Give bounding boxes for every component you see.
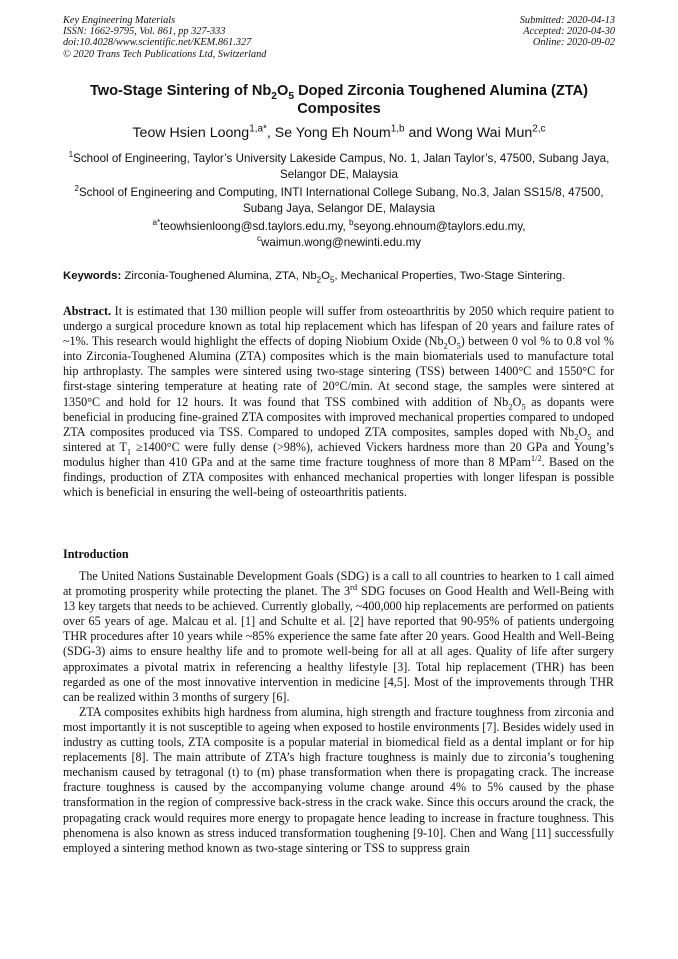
author-3: Wong Wai Mun (436, 125, 533, 141)
keywords: Keywords: Zirconia-Toughened Alumina, ZTA, $Nb_2O_5$, Mechanical Properties, Two-Stage Sintering. (63, 270, 566, 285)
author-list: Teow Hsien Loong$^{1,a*}$, Se Yong Eh Noum$^{1,b}$ and Wong Wai Mun$^{2,c}$ (132, 123, 546, 141)
submitted-date: Submitted: 2020-04-13 (519, 15, 615, 26)
section-heading-introduction: Introduction (63, 547, 129, 561)
accepted-date: Accepted: 2020-04-30 (523, 26, 615, 38)
issn-line: ISSN: 1662-9795, Vol. 861, pp 327-333 (63, 26, 226, 38)
intro-paragraph-2: ZTA composites exhibits high hardness from alumina, high strength and fracture toughness from zirconia and most importantly it is not susceptible to ageing when exposed to hostile environments [7]. Besides widely used in industry as cutting tools, ZTA composite is a popular material in biomedical field as a dental implant or for hip replacements [8]. The main attribute of ZTA’s high fracture toughness is mainly due to zirconia’s toughening mechanism caused by tetragonal (t) to (m) phase transformation when there is propagating crack. The increase fracture toughness is caused by the accompanying volume change around 4% to 5% caused by the phase transformation in the region of compressive back-stress in the crack wake. Since this occurs around the crack, the propagating crack would requires more energy to propagate hence leading to increase in fracture toughness. This phenomena is also known as stress induced transformation toughening [9-10]. Chen and Wang [11] successfully employed a sintering method known as two-stage sintering or TSS to suppress grain (63, 704, 614, 855)
author-2: Se Yong Eh Noum (274, 125, 391, 141)
author-1: Teow Hsien Loong (132, 125, 250, 141)
title-line-1: Two-Stage Sintering of $Nb_2O_5$ Doped Zirconia Toughened Alumina (ZTA) (89, 83, 589, 102)
abstract-paragraph: Abstract. It is estimated that 130 million people will suffer from osteoarthritis by 2050 which require patient to undergo a surgical procedure known as total hip replacement which has lifespan of 20 years and failure rates of ~1%. This research would highlight the effects of doping Niobium Oxide $(Nb_2O_5)$ between 0 vol % to 0.8 vol % into Zirconia-Toughened Alumina (ZTA) composites which is the main biomaterials used to manufacture total hip arthroplasty. The samples were sintered using two-stage sintering (TSS) between 1400°C and 1550°C for first-stage sintering temperature at heating rate of 20°C/min. At second stage, the samples were sintered at 1350°C and hold for 12 hours. It was found that TSS combined with addition of $Nb_2O_5$ as dopants were beneficial in producing fine-grained ZTA composites with improved mechanical properties compared to undoped ZTA composites produced via TSS. Compared to undoped ZTA composites, samples doped with $Nb_2O_5$ and sintered at $T_1 \ge 1400^\circ C$ were fully dense (>98%), achieved Vickers hardness more than 20 GPa and Young’s modulus higher than 410 GPa and at the same time fracture toughness of more than 8 MPam$^{1/2}$. Based on the findings, production of ZTA composites with enhanced mechanical properties with longer lifespan is possible which is beneficial in ensuring the well-being of osteoarthritis patients. (63, 304, 615, 500)
copyright-line: © 2020 Trans Tech Publications Ltd, Switzerland (63, 48, 267, 60)
doi-line[interactable]: doi:10.4028/www.scientific.net/KEM.861.327 (63, 37, 252, 49)
email-2[interactable]: seyong.ehnoum@taylors.edu.my, (353, 220, 526, 233)
title-line-2: Composites (297, 101, 381, 117)
introduction-section (63, 569, 614, 856)
journal-header-right (520, 15, 615, 49)
affiliation-1: $^1$School of Engineering, Taylor’s University Lakeside Campus, No. 1, Jalan Taylor’s, 47500, Subang Jaya, Selangor DE, Malaysia (68, 150, 610, 181)
email-1[interactable]: teowhsienloong@sd.taylors.edu.my, (160, 220, 349, 233)
affiliation-2: $^2$School of Engineering and Computing, INTI International College Subang, No.3, Jalan SS15/8, 47500, Subang Jaya, Selangor DE, Malaysia (74, 184, 604, 215)
author-emails: $^{a*}$teowhsienloong@sd.taylors.edu.my, $^b$seyong.ehnoum@taylors.edu.my, $^c$waimun.wong@newinti.edu.my (152, 218, 526, 249)
keywords-label: Keywords: (63, 270, 122, 282)
email-3[interactable]: waimun.wong@newinti.edu.my (261, 235, 422, 249)
abstract (63, 304, 614, 500)
journal-header-left (63, 15, 266, 60)
paper-title (40, 82, 638, 118)
online-date: Online: 2020-09-02 (532, 37, 615, 49)
journal-name: Key Engineering Materials (63, 15, 176, 26)
abstract-label: Abstract. (63, 304, 112, 318)
intro-paragraph-1: The United Nations Sustainable Development Goals (SDG) is a call to all countries to hearken to 1 call aimed at promoting prosperity while protecting the planet. The 3rd SDG focuses on Good Health and Well-Being with 13 key targets that needs to be achieved. Currently globally, ~400,000 hip replacements are performed on patients over 65 years of age. Malcau et al. [1] and Schulte et al. [2] have reported that 90-95% of patients undergoing THR procedures after 10 years while ~85% experience the same fate after 20 years. Good Health and Well-Being (SDG-3) aims to ensure healthy life and to promote well-being for all at all ages. Quality of life after surgery approximates a pivotal matrix in referencing a healthy lifestyle [3]. Total hip replacement (THR) has been regarded as one of the most innovative intervention in medicine [4,5]. Most of the improvements through THR can be realized within 3 months of surgery [6]. (63, 569, 614, 704)
